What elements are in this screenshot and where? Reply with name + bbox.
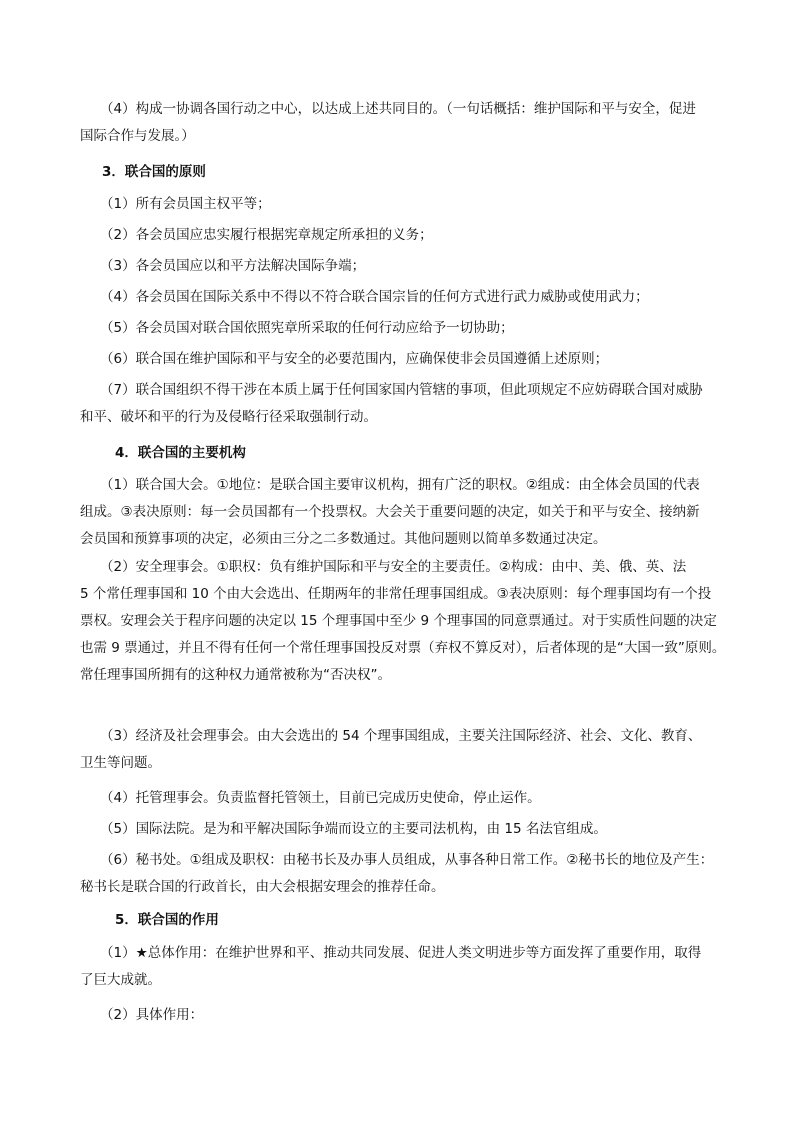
text-line: （1）★总体作用：在维护世界和平、推动共同发展、促进人类文明进步等方面发挥了重要作用，取得 (100, 945, 702, 961)
text-line: （2）各会员国应忠实履行根据宪章规定所承担的义务； (100, 227, 433, 243)
text-line: （4）托管理事会。负责监督托管领土，目前已完成历史使命，停止运作。 (100, 790, 541, 806)
text-line: 和平、破坏和平的行为及侵略行径采取强制行动。 (80, 409, 377, 425)
text-line: （3）各会员国应以和平方法解决国际争端； (100, 258, 366, 274)
text-line: （4）各会员国在国际关系中不得以不符合联合国宗旨的任何方式进行武力威胁或使用武力； (100, 289, 649, 305)
paragraph-trusteeship (100, 785, 720, 812)
section-heading-principles (102, 159, 722, 186)
paragraph-icj (100, 816, 720, 843)
text-line: 也需 9 票通过，并且不得有任何一个常任理事国投反对票（弃权不算反对），后者体现的是“大国一致”原则。 (80, 640, 726, 656)
heading-text: 3．联合国的原则 (102, 164, 206, 180)
section-heading-organs (115, 440, 735, 467)
text-line: （6）秘书处。①组成及职权：由秘书长及办事人员组成，从事各种日常工作。②秘书长的地位及产生： (100, 852, 714, 868)
text-line: （1）联合国大会。①地位：是联合国主要审议机构，拥有广泛的职权。②组成：由全体会员国的代表 (100, 477, 700, 493)
paragraph-purpose-4 (80, 96, 720, 150)
text-line: （3）经济及社会理事会。由大会选出的 54 个理事国组成，主要关注国际经济、社会、文化、教育、 (100, 728, 702, 744)
section-heading-role (115, 907, 735, 934)
text-line: 了巨大成就。 (80, 972, 161, 988)
text-line: 会员国和预算事项的决定，必须由三分之二多数通过。其他问题则以简单多数通过决定。 (80, 531, 607, 547)
text-line: 票权。安理会关于程序问题的决定以 15 个理事国中至少 9 个理事国的同意票通过。对于实质性问题的决定 (80, 613, 717, 629)
paragraph-security-council (80, 554, 726, 689)
text-line: （4）构成一协调各国行动之中心，以达成上述共同目的。（一句话概括：维护国际和平与安全，促进 (100, 101, 696, 117)
paragraph-principle-7 (80, 377, 720, 431)
paragraph-specific-role (100, 1002, 720, 1029)
text-line: 卫生等问题。 (80, 755, 161, 771)
heading-text: 5．联合国的作用 (115, 912, 219, 928)
paragraph-principle-4 (100, 284, 720, 311)
text-line: （7）联合国组织不得干涉在本质上属于任何国家国内管辖的事项，但此项规定不应妨碍联合国对威胁 (100, 382, 703, 398)
paragraph-overall-role (80, 940, 720, 994)
text-line: （2）安全理事会。①职权：负有维护国际和平与安全的主要责任。②构成：由中、美、俄、英、法 (100, 559, 687, 575)
heading-text: 4．联合国的主要机构 (115, 445, 246, 461)
paragraph-principle-2 (100, 222, 720, 249)
text-line: 常任理事国所拥有的这种权力通常被称为“否决权”。 (80, 667, 391, 683)
paragraph-principle-1 (100, 191, 720, 218)
text-line: 5 个常任理事国和 10 个由大会选出、任期两年的非常任理事国组成。③表决原则：每个理事国均有一个投 (80, 586, 712, 602)
text-line: （6）联合国在维护国际和平与安全的必要范围内，应确保使非会员国遵循上述原则； (100, 351, 609, 367)
text-line: （5）国际法院。是为和平解决国际争端而设立的主要司法机构，由 15 名法官组成。 (100, 821, 607, 837)
paragraph-principle-3 (100, 253, 720, 280)
paragraph-secretariat (80, 847, 720, 901)
text-line: （5）各会员国对联合国依照宪章所采取的任何行动应给予一切协助； (100, 320, 514, 336)
text-line: 秘书长是联合国的行政首长，由大会根据安理会的推荐任命。 (80, 879, 445, 895)
text-line: （2）具体作用： (100, 1007, 204, 1023)
paragraph-ecosoc (80, 723, 720, 777)
paragraph-general-assembly (80, 472, 720, 553)
text-line: 组成。③表决原则：每一会员国都有一个投票权。大会关于重要问题的决定，如关于和平与安全、接纳新 (80, 504, 700, 520)
paragraph-principle-5 (100, 315, 720, 342)
text-line: 国际合作与发展。） (80, 128, 195, 144)
text-line: （1）所有会员国主权平等； (100, 196, 271, 212)
paragraph-principle-6 (100, 346, 720, 373)
